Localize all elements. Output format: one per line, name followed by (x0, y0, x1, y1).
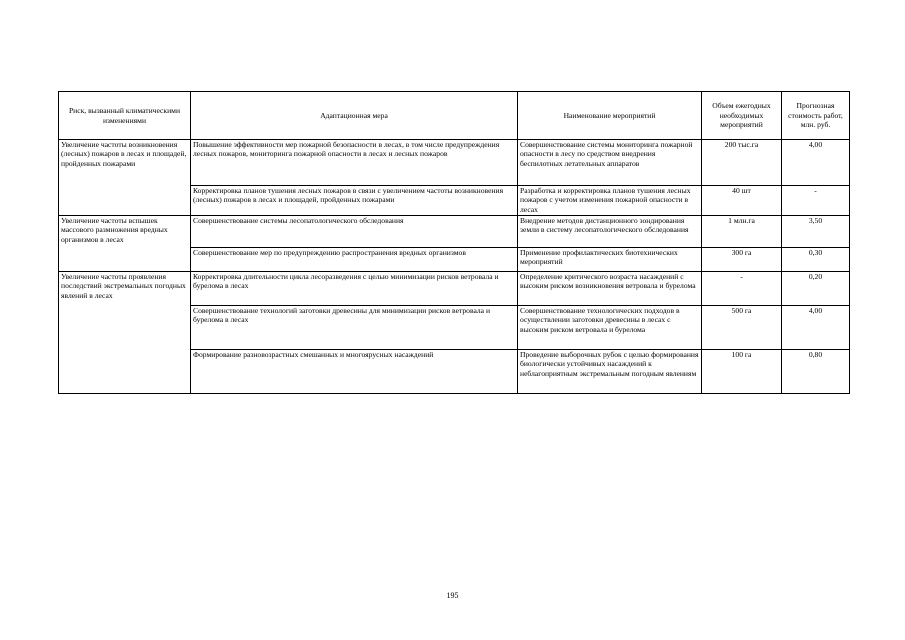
table-row (59, 140, 850, 186)
volume-cell: 500 га (702, 306, 782, 350)
volume-cell: 1 млн.га (702, 216, 782, 248)
cost-cell: 4,00 (782, 140, 850, 186)
measure-cell: Формирование разновозрастных смешанных и многоярусных насаждений (191, 350, 518, 394)
table-header-row (59, 92, 850, 140)
risk-cell: Увеличение частоты вспышек массового размножения вредных организмов в лесах (59, 216, 191, 272)
measure-cell: Корректировка длительности цикла лесоразведения с целью минимизации рисков ветровала и бурелома в лесах (191, 272, 518, 306)
cost-cell: - (782, 186, 850, 216)
header-volume: Объем ежегодных необходимых мероприятий (702, 92, 782, 140)
measure-cell: Совершенствование мер по предупреждению распространения вредных организмов (191, 248, 518, 272)
cost-cell: 0,80 (782, 350, 850, 394)
cost-cell: 4,00 (782, 306, 850, 350)
risk-cell: Увеличение частоты проявления последствий экстремальных погодных явлений в лесах (59, 272, 191, 394)
measure-cell: Совершенствование технологий заготовки древесины для минимизации рисков ветровала и бурелома в лесах (191, 306, 518, 350)
activity-cell: Определение критического возраста насаждений с высоким риском возникновения ветровала и бурелома (518, 272, 702, 306)
header-measure: Адаптационная мера (191, 92, 518, 140)
volume-cell: 200 тыс.га (702, 140, 782, 186)
activity-cell: Совершенствование системы мониторинга пожарной опасности в лесу по средством внедрения беспилотных летательных аппаратов (518, 140, 702, 186)
activity-cell: Разработка и корректировка планов тушения лесных пожаров с учетом изменения пожарной опасности в лесах (518, 186, 702, 216)
header-activity: Наименование мероприятий (518, 92, 702, 140)
volume-cell: - (702, 272, 782, 306)
page-number: 195 (446, 591, 459, 600)
table-row (59, 216, 850, 248)
header-risk: Риск, вызванный климатическими изменениями (59, 92, 191, 140)
measure-cell: Корректировка планов тушения лесных пожаров в связи с увеличением частоты возникновения (лесных) пожаров в лесах и площадей, пройденных пожарами (191, 186, 518, 216)
measure-cell: Повышение эффективности мер пожарной безопасности в лесах, в том числе предупреждения лесных пожаров, мониторинга пожарной опасности в лесах и лесных пожаров (191, 140, 518, 186)
header-cost: Прогнозная стоимость работ, млн. руб. (782, 92, 850, 140)
table-row (59, 272, 850, 306)
activity-cell: Внедрение методов дистанционного зондирования земли в систему лесопатологического обследования (518, 216, 702, 248)
activity-cell: Совершенствование технологических подходов в осуществлении заготовки древесины в лесах с высоким риском ветровала и бурелома (518, 306, 702, 350)
adaptation-measures-table (58, 91, 850, 394)
volume-cell: 100 га (702, 350, 782, 394)
volume-cell: 40 шт (702, 186, 782, 216)
activity-cell: Проведение выборочных рубок с целью формирования биологически устойчивых насаждений к неблагоприятным экстремальным погодным явлениям (518, 350, 702, 394)
risk-cell: Увеличение частоты возникновения (лесных) пожаров в лесах и площадей, пройденных пожарами (59, 140, 191, 216)
cost-cell: 3,50 (782, 216, 850, 248)
measure-cell: Совершенствование системы лесопатологического обследования (191, 216, 518, 248)
volume-cell: 300 га (702, 248, 782, 272)
activity-cell: Применение профилактических биотехнических мероприятий (518, 248, 702, 272)
cost-cell: 0,30 (782, 248, 850, 272)
cost-cell: 0,20 (782, 272, 850, 306)
